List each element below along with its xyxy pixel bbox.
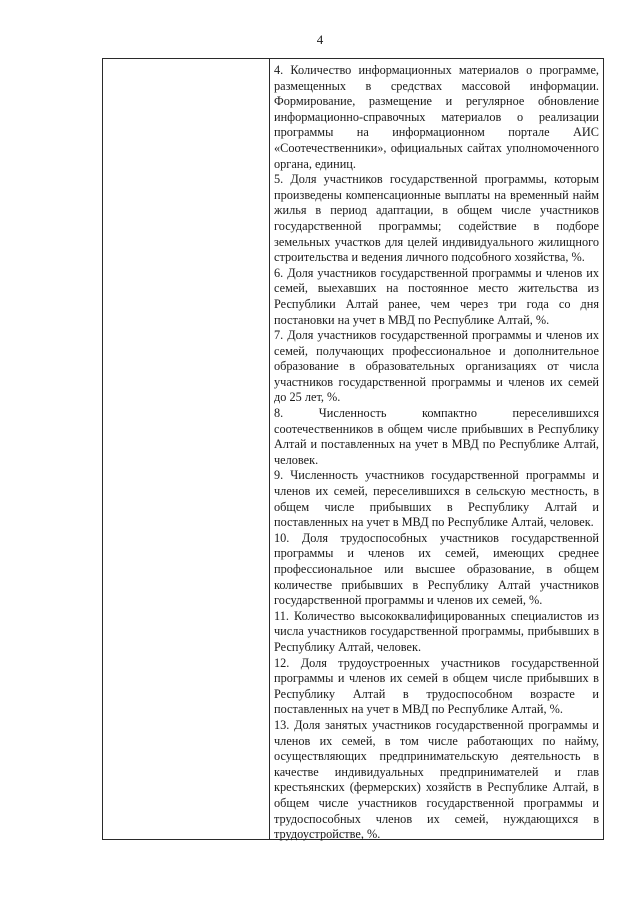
indicator-item: 13. Доля занятых участников государственной программы и членов их семей, в том числе работающих по найму, осуществляющих предпринимательскую деятельность в качестве индивидуальных предпринимателей и глав крестьянских (фермерских) хозяйств в Республике Алтай, в общем числе участников государственной программы и трудоспособных членов их семей, нуждающихся в трудоустройстве, %. [274,717,599,842]
indicator-item: 6. Доля участников государственной программы и членов их семей, выехавших на постоянное место жительства из Республики Алтай ранее, чем через три года со дня постановки на учет в МВД по Республике Алтай, %. [274,265,599,327]
indicator-item: 11. Количество высококвалифицированных специалистов из числа участников государственной программы, прибывших в Республику Алтай, человек. [274,608,599,654]
indicators-table [102,58,604,840]
page-number: 4 [316,32,324,47]
indicator-item: 7. Доля участников государственной программы и членов их семей, получающих профессиональное и дополнительное образование в образовательных организациях от числа участников государственной программы и членов их семей до 25 лет, %. [274,328,599,405]
indicator-item: 4. Количество информационных материалов о программе, размещенных в средствах массовой информации. Формирование, размещение и регулярное обновление информационно-справочных материалов о реализации программы на информационном портале АИС «Соотечественники», официальных сайтах уполномоченного органа, единиц. [274,63,599,171]
table-right-cell [270,59,603,842]
indicator-item: 9. Численность участников государственной программы и членов их семей, переселившихся в сельскую местность, в общем числе прибывших в Республику Алтай и поставленных на учет в МВД по Республике Алтай, человек. [274,468,599,530]
indicator-item: 5. Доля участников государственной программы, которым произведены компенсационные выплаты на временный найм жилья в период адаптации, в общем числе участников государственной программы; содействие в подборе земельных участков для целей индивидуального жилищного строительства и ведения личного подсобного хозяйства, %. [274,172,599,265]
indicator-item: 12. Доля трудоустроенных участников государственной программы и членов их семей в общем числе прибывших в Республику Алтай в трудоспособном возрасте и поставленных на учет в МВД по Республике Алтай, %. [274,655,599,717]
table-left-cell [103,59,270,839]
indicator-item: 8. Численность компактно переселившихся соотечественников в общем числе прибывших в Республику Алтай и поставленных на учет в МВД по Республике Алтай, человек. [274,406,599,467]
indicator-item: 10. Доля трудоспособных участников государственной программы и членов их семей, имеющих среднее профессиональное или высшее образование, в общем количестве прибывших в Республику Алтай участников государственной программы и членов их семей, %. [274,530,599,608]
